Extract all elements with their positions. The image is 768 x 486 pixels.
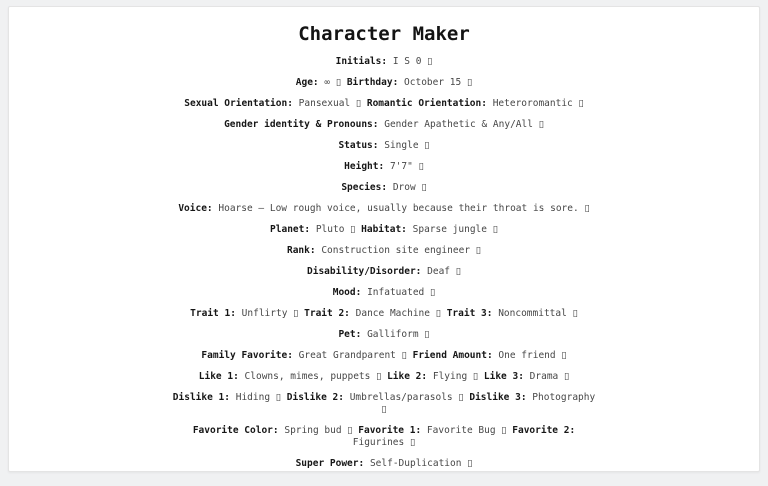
field-value: Single <box>384 140 419 151</box>
missing-glyph-box: ▯ <box>472 371 479 382</box>
field-line <box>170 425 598 449</box>
missing-glyph-box: ▯ <box>584 203 590 214</box>
field-label: Initials: <box>335 56 388 67</box>
page-background <box>0 6 768 486</box>
field-label: Trait 3: <box>446 308 493 319</box>
field-label: Dislike 1: <box>172 392 230 403</box>
missing-glyph-box: ▯ <box>572 308 578 319</box>
field-label: Habitat: <box>361 224 407 235</box>
character-sheet-card <box>8 6 760 472</box>
field-value: October 15 <box>404 77 462 88</box>
field-value: Hiding <box>235 392 271 403</box>
field-label: Birthday: <box>346 77 399 88</box>
field-label: Favorite Color: <box>192 425 279 436</box>
field-label: Dislike 3: <box>469 392 527 403</box>
field-label: Romantic Orientation: <box>366 98 487 109</box>
missing-glyph-box: ▯ <box>435 308 441 319</box>
missing-glyph-box: ▯ <box>424 329 430 340</box>
field-value: Photography <box>532 392 596 403</box>
field-value: Hoarse – Low rough voice, usually because their throat is sore. <box>218 203 579 214</box>
field-label: Disability/Disorder: <box>307 266 422 277</box>
field-label: Rank: <box>286 245 316 256</box>
missing-glyph-box: ▯ <box>376 371 382 382</box>
missing-glyph-box: ▯ <box>475 245 482 256</box>
missing-glyph-box: ▯ <box>409 437 416 448</box>
field-value: Construction site engineer <box>321 245 471 256</box>
field-line <box>170 224 598 236</box>
field-value: Flying <box>432 371 468 382</box>
field-value: Infatuated <box>367 287 425 298</box>
field-line <box>170 98 598 110</box>
field-line <box>170 308 598 320</box>
missing-glyph-box: ▯ <box>427 56 433 67</box>
field-value: Heteroromantic <box>492 98 573 109</box>
missing-glyph-box: ▯ <box>466 77 473 88</box>
field-value: Favorite Bug <box>426 425 496 436</box>
missing-glyph-box: ▯ <box>561 350 567 361</box>
missing-glyph-box: ▯ <box>458 392 464 403</box>
field-label: Height: <box>344 161 385 172</box>
field-label: Favorite 1: <box>358 425 422 436</box>
field-line <box>170 266 598 278</box>
missing-glyph-box: ▯ <box>335 77 342 88</box>
missing-glyph-box: ▯ <box>350 224 356 235</box>
field-value: Dance Machine <box>355 308 430 319</box>
page-title: Character Maker <box>298 23 470 45</box>
missing-glyph-box: ▯ <box>275 392 282 403</box>
field-label: Family Favorite: <box>201 350 293 361</box>
field-label: Dislike 2: <box>286 392 344 403</box>
field-value: Pluto <box>315 224 345 235</box>
field-value: Gender Apathetic & Any/All <box>384 119 533 130</box>
field-line <box>170 329 598 341</box>
fields-list <box>170 56 598 470</box>
field-line <box>170 371 598 383</box>
missing-glyph-box: ▯ <box>347 425 353 436</box>
missing-glyph-box: ▯ <box>578 98 584 109</box>
field-line <box>170 140 598 152</box>
field-value: Drama <box>529 371 559 382</box>
field-line <box>170 287 598 299</box>
field-line <box>170 203 598 215</box>
field-value: 7'7" <box>389 161 413 172</box>
field-value: Sparse jungle <box>412 224 487 235</box>
field-label: Super Power: <box>295 458 365 469</box>
field-value: Umbrellas/parasols <box>349 392 453 403</box>
field-line <box>170 392 598 416</box>
field-label: Like 3: <box>483 371 524 382</box>
field-label: Species: <box>341 182 388 193</box>
field-label: Voice: <box>178 203 213 214</box>
missing-glyph-box: ▯ <box>467 458 473 469</box>
missing-glyph-box: ▯ <box>293 308 299 319</box>
field-line <box>170 56 598 68</box>
missing-glyph-box: ▯ <box>401 350 407 361</box>
field-label: Mood: <box>332 287 362 298</box>
missing-glyph-box: ▯ <box>430 287 436 298</box>
field-line <box>170 119 598 131</box>
field-value: Figurines <box>352 437 405 448</box>
field-value: Galliform <box>367 329 419 340</box>
missing-glyph-box: ▯ <box>355 98 362 109</box>
missing-glyph-box: ▯ <box>501 425 507 436</box>
missing-glyph-box: ▯ <box>492 224 498 235</box>
field-value: ∞ <box>324 77 331 88</box>
field-label: Age: <box>295 77 319 88</box>
missing-glyph-box: ▯ <box>455 266 461 277</box>
field-value: Deaf <box>427 266 451 277</box>
missing-glyph-box: ▯ <box>564 371 570 382</box>
field-label: Like 2: <box>387 371 428 382</box>
field-value: Noncommittal <box>498 308 567 319</box>
field-line <box>170 182 598 194</box>
field-label: Trait 2: <box>304 308 350 319</box>
field-label: Favorite 2: <box>512 425 576 436</box>
missing-glyph-box: ▯ <box>424 140 430 151</box>
missing-glyph-box: ▯ <box>381 404 387 415</box>
field-label: Gender identity & Pronouns: <box>224 119 379 130</box>
field-label: Planet: <box>270 224 311 235</box>
field-line <box>170 350 598 362</box>
field-label: Friend Amount: <box>412 350 493 361</box>
field-value: Spring bud <box>284 425 342 436</box>
missing-glyph-box: ▯ <box>418 161 424 172</box>
missing-glyph-box: ▯ <box>421 182 427 193</box>
field-value: Self-Duplication <box>369 458 462 469</box>
missing-glyph-box: ▯ <box>538 119 544 130</box>
field-line <box>170 161 598 173</box>
field-line <box>170 77 598 89</box>
field-value: Drow <box>392 182 416 193</box>
field-value: Great Grandparent <box>298 350 396 361</box>
field-label: Pet: <box>338 329 362 340</box>
field-label: Like 1: <box>198 371 239 382</box>
field-value: Unflirty <box>241 308 288 319</box>
field-value: Clowns, mimes, puppets <box>244 371 371 382</box>
field-value: One friend <box>498 350 556 361</box>
field-value: I S 0 <box>392 56 422 67</box>
field-label: Trait 1: <box>190 308 236 319</box>
field-value: Pansexual <box>298 98 351 109</box>
field-label: Status: <box>338 140 379 151</box>
field-line <box>170 245 598 257</box>
field-label: Sexual Orientation: <box>184 98 293 109</box>
field-line <box>170 458 598 470</box>
